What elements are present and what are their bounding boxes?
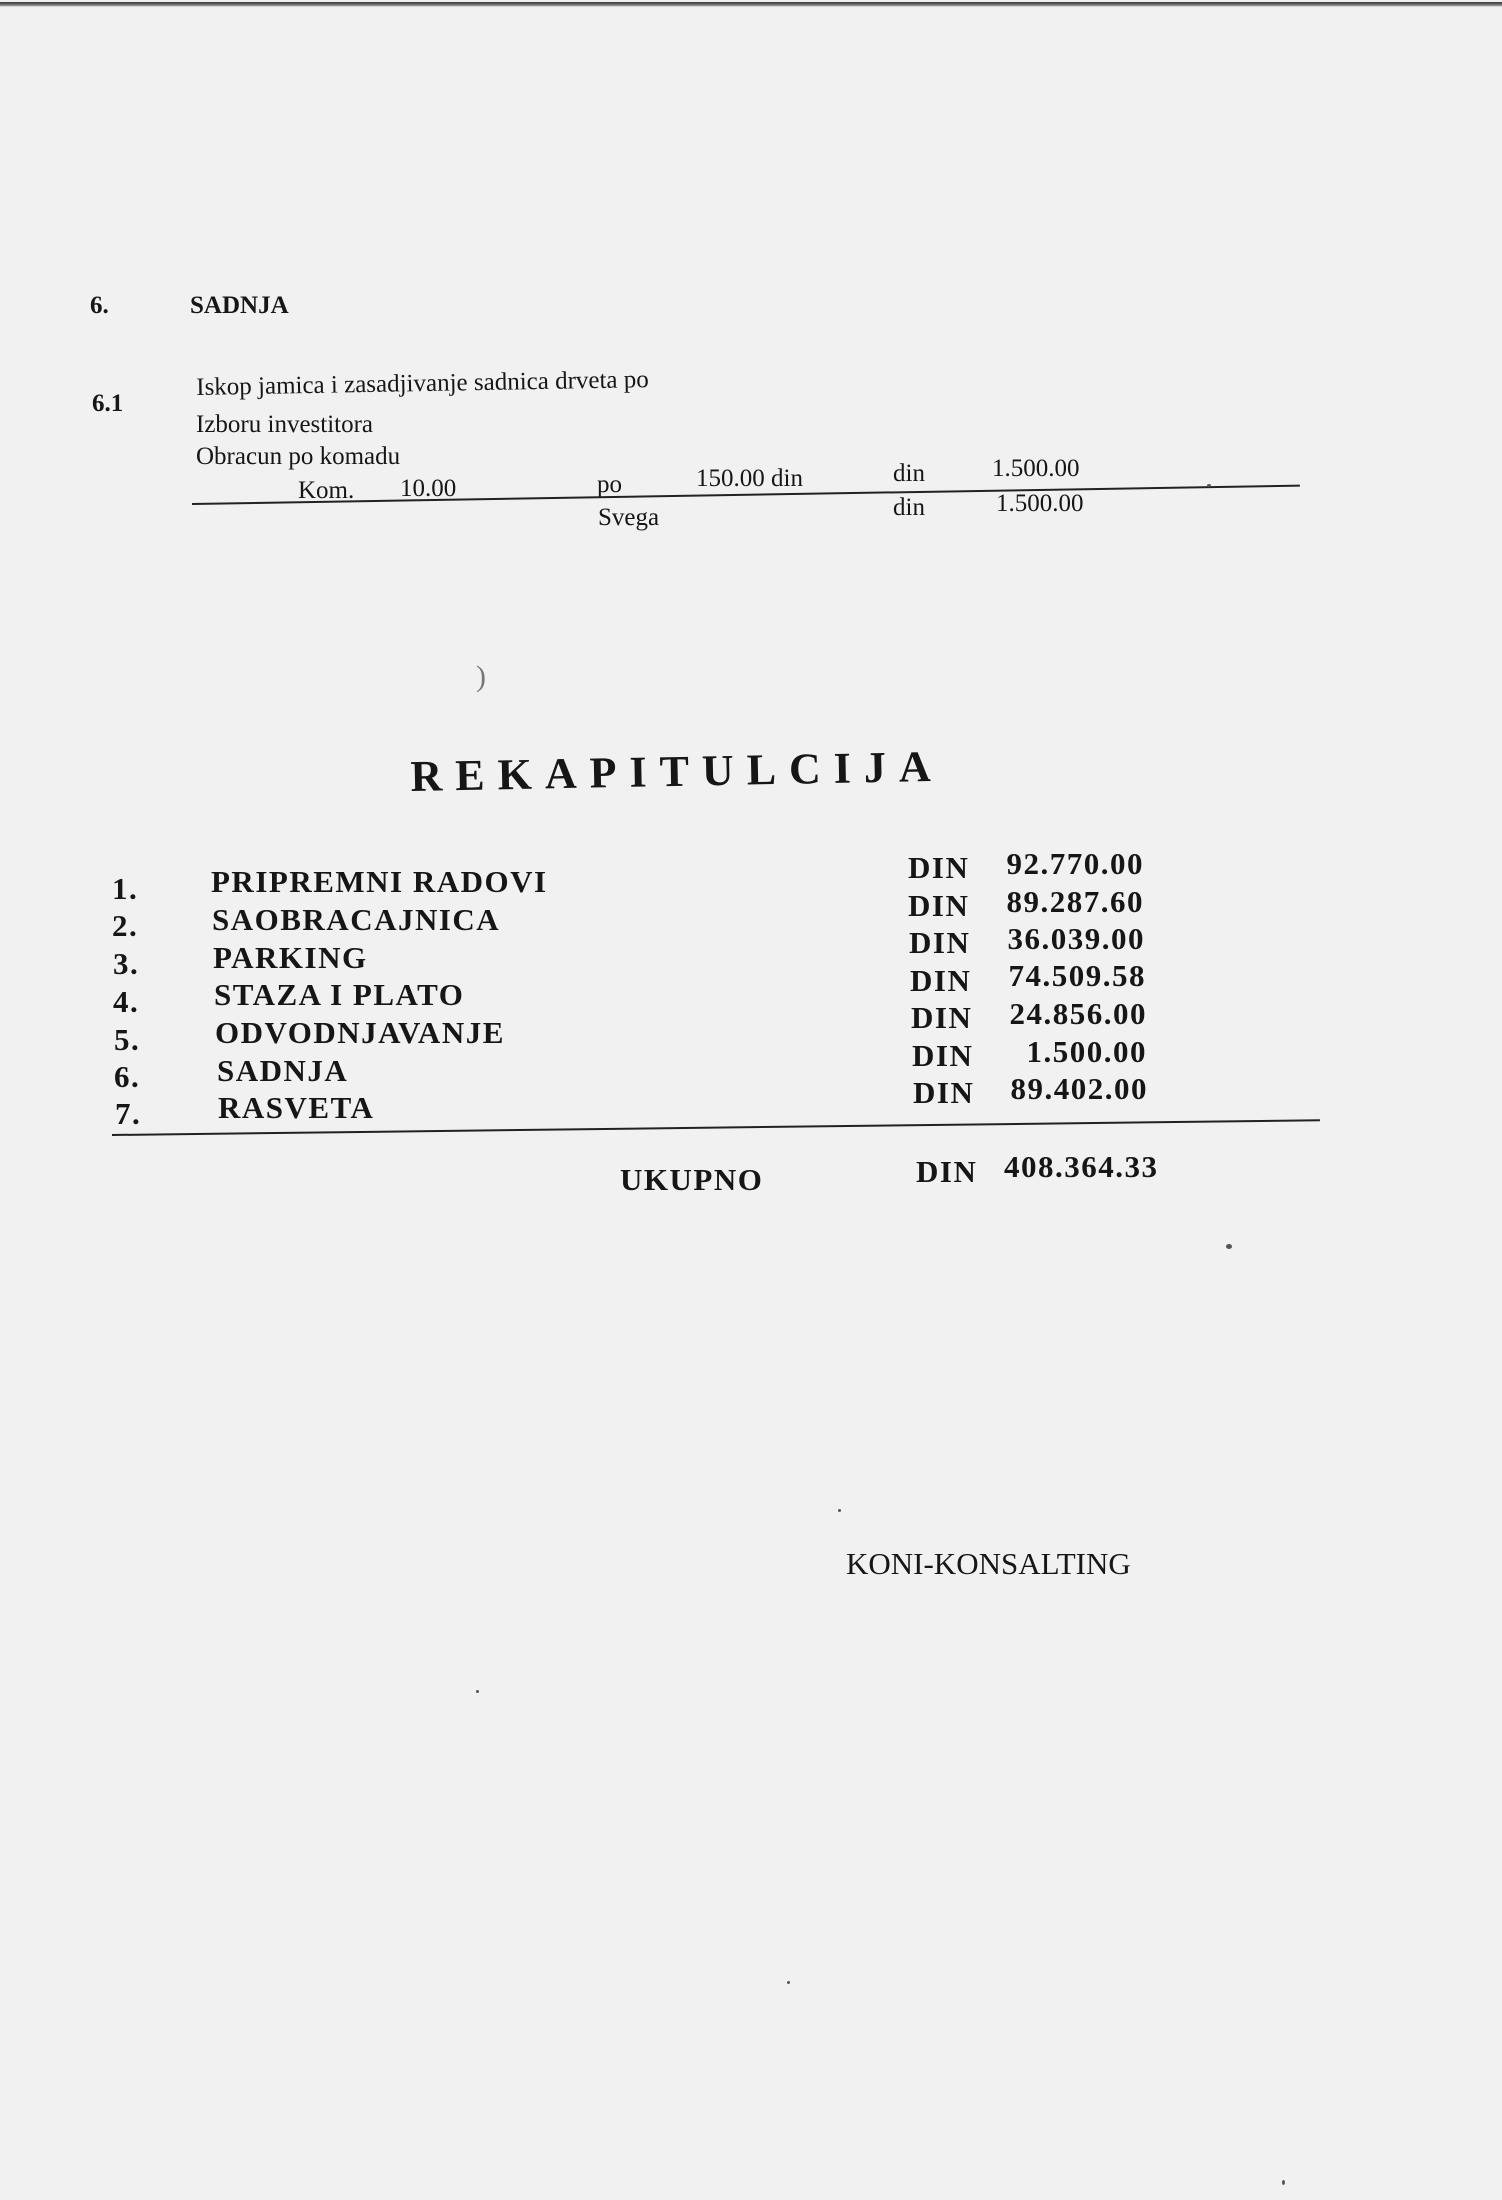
recap-total-amount: 408.364.33	[1004, 1149, 1159, 1184]
item-price-prefix: po	[597, 471, 622, 498]
item-unit: Kom.	[298, 477, 355, 504]
recap-row-amount: 36.039.00	[1007, 921, 1145, 956]
recap-row-number: 7.	[115, 1096, 142, 1131]
recap-row-name: RASVETA	[218, 1090, 375, 1125]
scan-speck	[1282, 2180, 1285, 2185]
recap-row-number: 4.	[113, 984, 140, 1019]
company-name: KONI-KONSALTING	[846, 1546, 1131, 1581]
scan-speck	[787, 1981, 790, 1984]
item-quantity: 10.00	[400, 475, 457, 502]
item-total-currency: din	[893, 494, 925, 521]
item-total-label: Svega	[598, 504, 660, 531]
section-number: 6.	[90, 292, 109, 319]
scan-speck	[838, 1509, 841, 1512]
recap-total-label: UKUPNO	[620, 1162, 764, 1197]
recap-row-amount: 89.402.00	[1010, 1071, 1148, 1106]
recap-row-amount: 89.287.60	[1006, 884, 1144, 919]
item-number: 6.1	[92, 390, 124, 417]
item-currency: din	[893, 460, 925, 487]
recap-row-currency: DIN	[908, 850, 970, 885]
recap-row-name: PRIPREMNI RADOVI	[211, 864, 548, 899]
recap-row-number: 1.	[112, 871, 139, 906]
recap-row-currency: DIN	[908, 888, 970, 923]
stray-mark: )	[476, 660, 486, 693]
recap-row-currency: DIN	[911, 1000, 973, 1035]
recap-row-currency: DIN	[913, 1075, 975, 1110]
recap-row-number: 3.	[113, 946, 140, 981]
recap-row-number: 2.	[112, 908, 139, 943]
recap-total-currency: DIN	[916, 1154, 978, 1189]
scan-speck	[1226, 1244, 1232, 1249]
item-description-line-1: Iskop jamica i zasadjivanje sadnica drveta po	[196, 366, 650, 401]
recap-row-name: ODVODNJAVANJE	[215, 1015, 505, 1050]
scan-speck	[1207, 484, 1211, 487]
recap-row-amount: 92.770.00	[1006, 846, 1144, 881]
recap-row-number: 5.	[114, 1022, 141, 1057]
item-unit-price: 150.00 din	[696, 465, 803, 492]
recap-row-amount: 1.500.00	[1026, 1034, 1147, 1069]
recap-row-currency: DIN	[909, 925, 971, 960]
recap-row-name: SADNJA	[217, 1053, 349, 1088]
recap-row-currency: DIN	[910, 963, 972, 998]
recap-row-currency: DIN	[912, 1038, 974, 1073]
item-amount: 1.500.00	[992, 455, 1080, 482]
recap-row-number: 6.	[114, 1059, 141, 1094]
item-description-line-3: Obracun po komadu	[196, 443, 401, 470]
scan-speck	[476, 1690, 479, 1693]
recap-title: REKAPITULCIJA	[410, 741, 945, 801]
recap-row-name: STAZA I PLATO	[214, 977, 465, 1012]
section-title: SADNJA	[190, 292, 289, 319]
item-description-line-2: Izboru investitora	[196, 411, 374, 438]
item-total-amount: 1.500.00	[996, 490, 1084, 517]
recap-row-amount: 74.509.58	[1008, 958, 1146, 993]
recap-row-amount: 24.856.00	[1009, 996, 1147, 1031]
recap-row-name: PARKING	[213, 940, 368, 975]
scan-top-edge	[0, 2, 1502, 7]
recap-row-name: SAOBRACAJNICA	[212, 902, 501, 937]
